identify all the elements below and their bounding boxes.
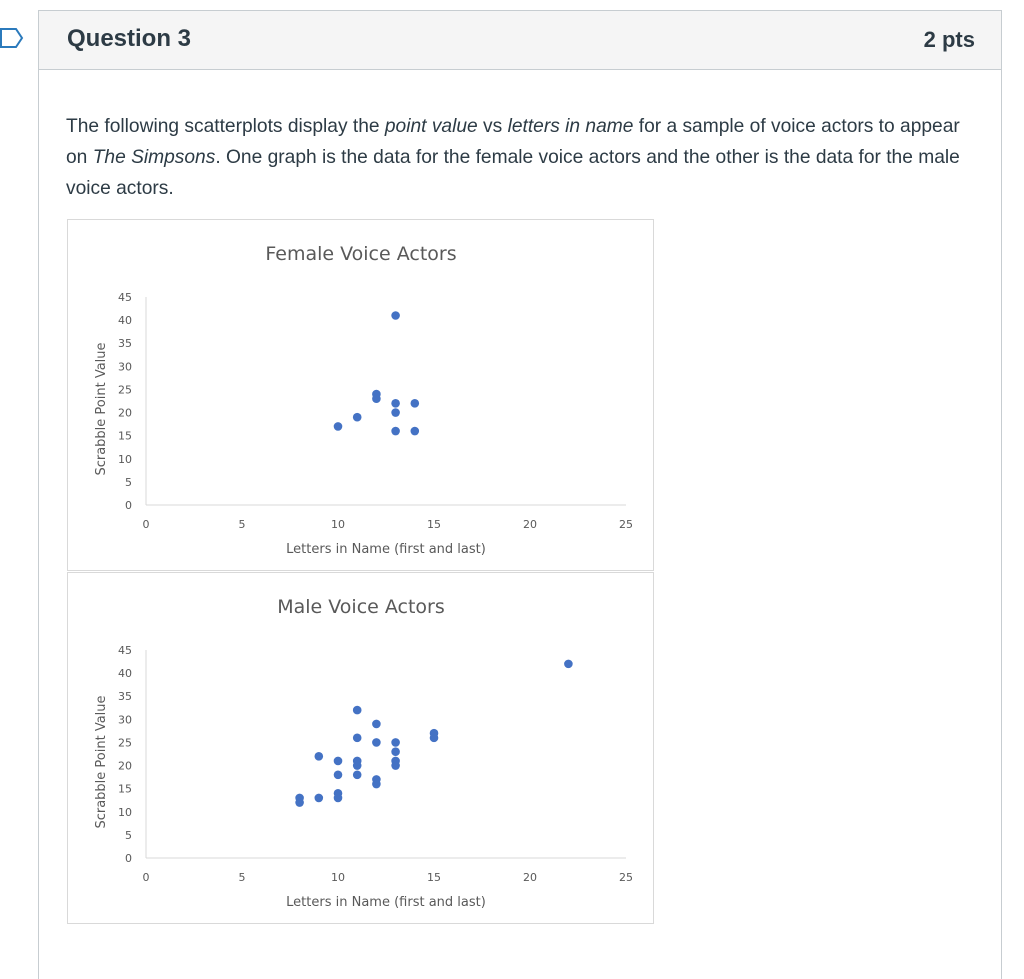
data-point [353, 761, 362, 770]
y-tick-label: 5 [125, 828, 132, 842]
question-text [66, 111, 986, 204]
y-tick-label: 10 [118, 805, 132, 819]
question-text-emphasis: point value [384, 116, 478, 137]
male-scatterplot [67, 572, 654, 924]
y-tick-label: 15 [118, 782, 132, 796]
data-point [334, 422, 343, 431]
female-scatterplot-svg [68, 220, 655, 572]
y-tick-label: 35 [118, 690, 132, 704]
data-point [295, 798, 304, 807]
data-point [372, 738, 381, 747]
data-point [334, 771, 343, 780]
y-tick-label: 20 [118, 759, 132, 773]
data-point [353, 413, 362, 422]
bookmark-flag-icon[interactable] [0, 27, 24, 49]
y-tick-label: 30 [118, 713, 132, 727]
data-point [391, 399, 400, 408]
y-axis-label: Scrabble Point Value [94, 342, 109, 476]
y-tick-label: 5 [125, 475, 132, 489]
y-tick-label: 0 [125, 499, 132, 512]
question-title: Question 3 [67, 25, 192, 52]
data-point [430, 734, 439, 743]
y-tick-label: 10 [118, 452, 132, 466]
data-point [411, 399, 420, 408]
chart-title: Male Voice Actors [277, 596, 445, 618]
y-tick-label: 35 [118, 337, 132, 351]
data-point [372, 390, 381, 399]
y-tick-label: 45 [118, 291, 132, 304]
data-point [353, 734, 362, 743]
data-point [564, 660, 573, 669]
data-point [372, 780, 381, 789]
data-point [334, 757, 343, 766]
y-tick-label: 40 [118, 314, 132, 328]
y-tick-label: 40 [118, 667, 132, 681]
male-scatterplot-svg [68, 573, 655, 925]
x-tick-label: 15 [427, 518, 441, 531]
x-axis-label: Letters in Name (first and last) [286, 542, 486, 557]
x-tick-label: 10 [331, 518, 345, 531]
x-tick-label: 25 [619, 518, 633, 531]
question-points: 2 pts [923, 27, 975, 52]
data-point [353, 771, 362, 780]
data-point [391, 738, 400, 747]
x-axis-label: Letters in Name (first and last) [286, 895, 486, 910]
question-text-part: for a sample of voice actors to appear on [66, 116, 960, 168]
x-tick-label: 20 [523, 871, 537, 884]
data-point [353, 706, 362, 715]
x-tick-label: 0 [142, 871, 150, 884]
x-tick-label: 20 [523, 518, 537, 531]
question-text-part: The following scatterplots display the [66, 116, 385, 137]
x-tick-label: 5 [238, 871, 246, 884]
question-text-emphasis: The Simpsons [92, 147, 216, 168]
data-point [334, 794, 343, 803]
x-tick-label: 10 [331, 871, 345, 884]
data-point [315, 752, 324, 761]
question-card [38, 10, 1002, 979]
data-point [411, 427, 420, 436]
y-tick-label: 25 [118, 383, 132, 397]
data-point [372, 720, 381, 729]
question-text-emphasis: letters in name [507, 116, 634, 137]
data-point [391, 427, 400, 436]
y-tick-label: 45 [118, 644, 132, 657]
data-point [315, 794, 324, 803]
y-tick-label: 25 [118, 736, 132, 750]
female-scatterplot [67, 219, 654, 571]
y-axis-label: Scrabble Point Value [94, 695, 109, 829]
y-tick-label: 15 [118, 429, 132, 443]
x-tick-label: 5 [238, 518, 246, 531]
data-point [391, 761, 400, 770]
x-tick-label: 25 [619, 871, 633, 884]
question-text-part: . One graph is the data for the female voice actors and the other is the data for the male voice actors. [66, 147, 960, 199]
data-point [391, 747, 400, 756]
y-tick-label: 20 [118, 406, 132, 420]
question-text-part: vs [477, 116, 508, 137]
data-point [391, 311, 400, 320]
y-tick-label: 0 [125, 852, 132, 865]
chart-title: Female Voice Actors [265, 243, 457, 265]
y-tick-label: 30 [118, 360, 132, 374]
x-tick-label: 0 [142, 518, 150, 531]
x-tick-label: 15 [427, 871, 441, 884]
data-point [391, 408, 400, 417]
question-header [39, 11, 1001, 70]
